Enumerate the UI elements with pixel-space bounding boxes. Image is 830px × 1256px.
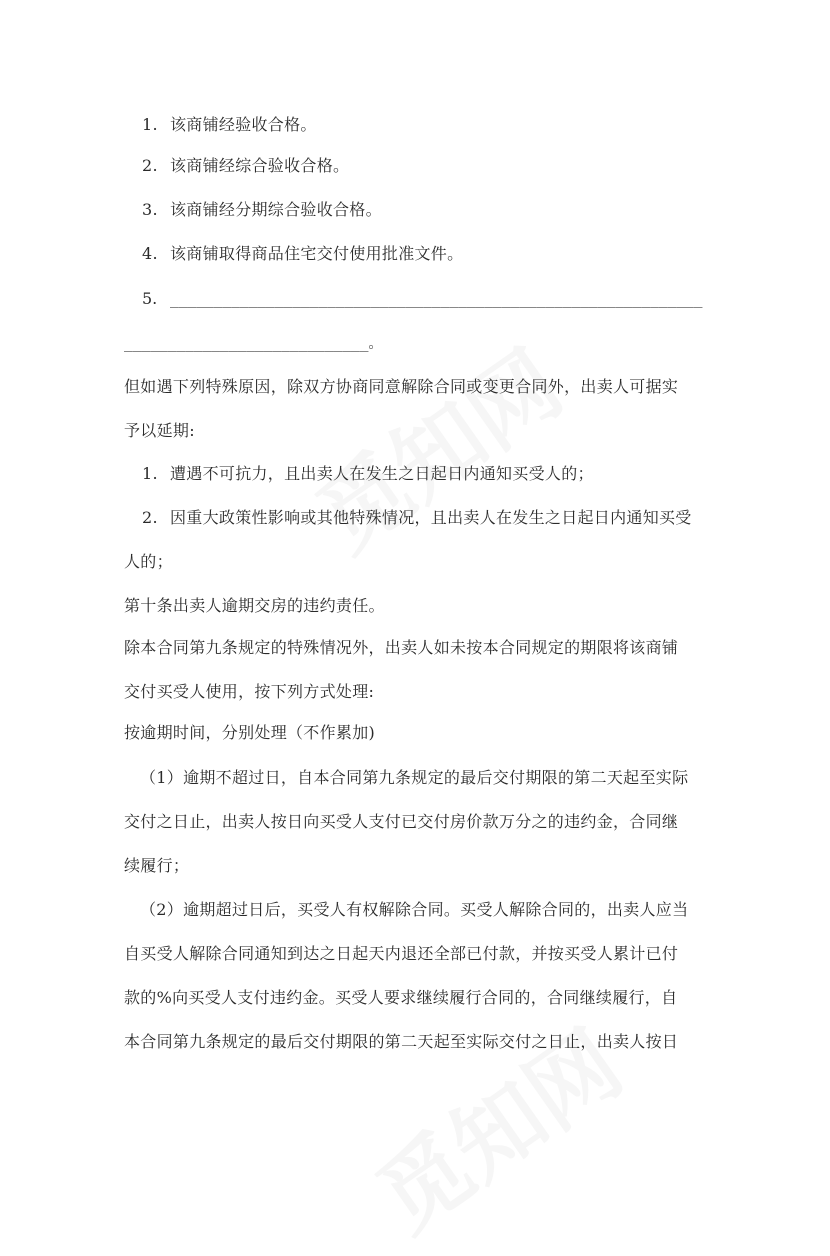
list-text: 该商铺取得商品住宅交付使用批准文件。: [170, 244, 464, 263]
paragraph-line: 交付买受人使用，按下列方式处理:: [124, 682, 375, 701]
list-item: [142, 463, 594, 485]
paragraph-line: 但如遇下列特殊原因，除双方协商同意解除合同或变更合同外，出卖人可据实: [124, 377, 679, 396]
article-title: 第十条出卖人逾期交房的违约责任。: [124, 596, 385, 615]
list-item: [142, 288, 703, 311]
blank-line-text: ____________________________。: [124, 336, 383, 352]
list-item: [142, 243, 463, 265]
paragraph-line: 按逾期时间，分别处理（不作累加): [124, 723, 376, 742]
list-number: 2.: [142, 156, 158, 175]
blank-continuation: [124, 332, 383, 355]
paragraph-line: 予以延期:: [124, 421, 195, 440]
list-item: [142, 199, 382, 221]
clause-line: （2）逾期超过日后，买受人有权解除合同。买受人解除合同的，出卖人应当: [140, 900, 689, 919]
list-text: 该商铺经综合验收合格。: [170, 156, 350, 175]
list-number: 4.: [142, 244, 158, 263]
clause-line: 本合同第九条规定的最后交付期限的第二天起至实际交付之日止，出卖人按日: [124, 1032, 679, 1051]
list-continuation: 人的；: [124, 552, 173, 571]
list-text: 遭遇不可抗力，且出卖人在发生之日起日内通知买受人的；: [170, 464, 594, 483]
list-number: 5.: [142, 289, 158, 308]
list-item: [142, 155, 349, 177]
list-text: 该商铺经验收合格。: [170, 115, 317, 134]
list-text: 因重大政策性影响或其他特殊情况，且出卖人在发生之日起日内通知买受: [170, 508, 692, 527]
list-item: [142, 114, 317, 136]
list-number: 1.: [142, 115, 158, 134]
paragraph-line: 除本合同第九条规定的特殊情况外，出卖人如未按本合同规定的期限将该商铺: [124, 638, 679, 657]
list-blank: _____________________________________________________________: [170, 292, 703, 308]
list-number: 2.: [142, 508, 158, 527]
clause-line: 自买受人解除合同通知到达之日起天内退还全部已付款，并按买受人累计已付: [124, 944, 679, 963]
clause-line: 款的%向买受人支付违约金。买受人要求继续履行合同的，合同继续履行，自: [124, 988, 678, 1007]
list-number: 1.: [142, 464, 158, 483]
list-number: 3.: [142, 200, 158, 219]
list-text: 该商铺经分期综合验收合格。: [170, 200, 382, 219]
clause-line: （1）逾期不超过日，自本合同第九条规定的最后交付期限的第二天起至实际: [140, 768, 689, 787]
clause-line: 交付之日止，出卖人按日向买受人支付已交付房价款万分之的违约金，合同继: [124, 812, 679, 831]
clause-line: 续履行；: [124, 856, 190, 875]
list-item: [142, 507, 692, 529]
